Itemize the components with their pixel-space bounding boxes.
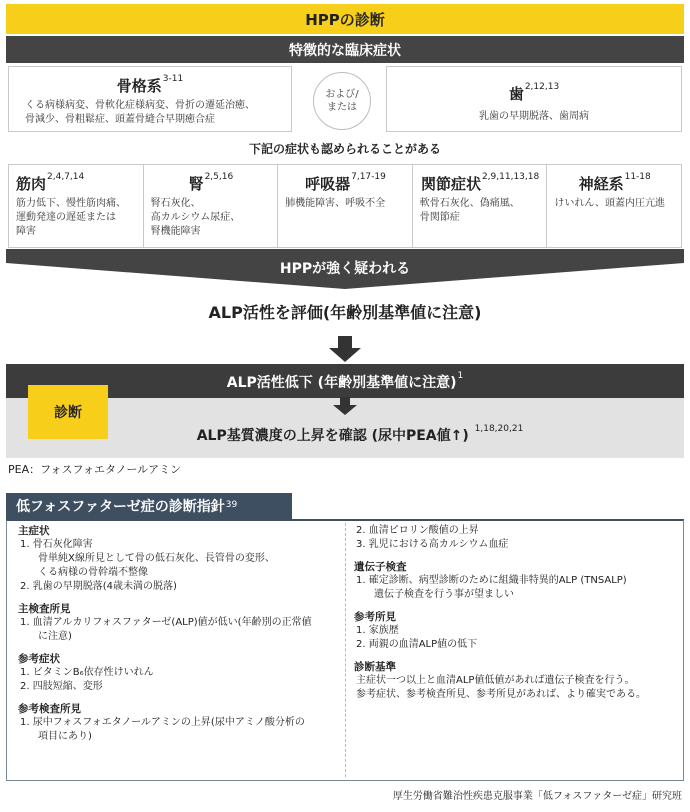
- additional-symptoms-note: 下記の症状も認められることがある: [248, 142, 441, 156]
- nervous-box: 神経系$^{11-18}$ けいれん、頭蓋内圧亢進: [554, 172, 665, 209]
- substrate-confirmation-step: ALP基質濃度の上昇を確認 (尿中PEA値↑) $^{1,18,20,21}$: [196, 424, 524, 444]
- teeth-box: [386, 66, 682, 132]
- and-or-circle: および/ または: [313, 72, 371, 130]
- section-heading: 参考検査所見: [18, 703, 81, 715]
- down-arrow-icon: [329, 336, 361, 362]
- muscle-box: 筋肉$^{2,4,7,14}$ 筋力低下、慢性筋肉痛、 運動発達の遅延または 障害: [9, 165, 144, 247]
- clinical-symptoms-header: 特徴的な臨床症状: [6, 36, 684, 63]
- section-heading: 参考所見: [354, 611, 396, 623]
- section-heading: 診断基準: [354, 661, 396, 673]
- guideline-left-column: 主症状 1. 骨石灰化障害 骨単純X線所見として骨の低石灰化、長管骨の変形、 くる病様の骨幹端不整像 2. 乳歯の早期脱落(4歳未満の脱落) 主検査所見 1. 血清アルカリフォスファターゼ(ALP)値が低い(年齢別の正常値 に注意) 参考症状 1. ビタミンB₆依存性けいれん 2. 四肢短縮、変形 参考検査所見 1. 尿中フォスフォエタノールアミンの上昇(尿中アミノ酸分析の 項目にあり): [18, 524, 338, 744]
- joint-box: 関節症状$^{2,9,11,13,18}$ 軟骨石灰化、偽痛風、 骨関節症: [413, 165, 548, 247]
- respiratory-box: 呼吸器$^{7,17-19}$ 肺機能障害、呼吸不全: [278, 165, 413, 247]
- strong-suspicion-label: HPPが強く疑われる: [279, 261, 411, 277]
- teeth-heading: 歯$^{2,12,13}$: [508, 82, 560, 103]
- section-heading: 参考症状: [18, 653, 60, 665]
- diagram-title: HPPの診断: [6, 4, 684, 34]
- section-heading: 主検査所見: [18, 603, 71, 615]
- section-heading: 主症状: [18, 525, 50, 537]
- additional-symptom-boxes: [8, 164, 682, 248]
- guideline-title: 低フォスファターゼ症の診断指針 $^{39}$: [6, 493, 292, 519]
- teeth-text: 乳歯の早期脱落、歯周病: [479, 111, 589, 122]
- skeletal-box: [8, 66, 292, 132]
- guideline-right-column: 2. 血清ピロリン酸値の上昇 3. 乳児における高カルシウム血症 遺伝子検査 1. 確定診断、病型診断のために組織非特異的ALP (TNSALP) 遺伝子検査を行う事が望ましい 参考所見 1. 家族歴 2. 両親の血清ALP値の低下 診断基準 主症状一つ以上と血清ALP値低値があれば遺伝子検査を行う。 参考症状、参考検査所見、参考所見があれば、より確実である。: [354, 524, 674, 702]
- pea-abbreviation-note: PEA：フォスフォエタノールアミン: [8, 463, 182, 476]
- diagnosis-label: 診断: [28, 385, 108, 439]
- kidney-box: 腎$^{2,5,16}$ 腎石灰化、 高カルシウム尿症、 腎機能障害: [144, 165, 279, 247]
- source-credit: 厚生労働省難治性疾患克服事業「低フォスファターゼ症」研究班: [392, 791, 682, 802]
- down-arrow-icon: [333, 397, 357, 415]
- skeletal-text: くる病様病変、骨軟化症様病変、骨折の遷延治癒、 骨減少、骨粗鬆症、頭蓋骨縫合早期癒合症: [25, 100, 255, 125]
- section-heading: 遺伝子検査: [354, 561, 407, 573]
- alp-low-label: ALP活性低下 (年齢別基準値に注意)$^1$: [226, 371, 464, 391]
- skeletal-heading: 骨格系$^{3-11}$: [116, 74, 184, 95]
- alp-evaluation-step: ALP活性を評価(年齢別基準値に注意): [208, 303, 482, 322]
- guideline-divider: [345, 523, 346, 777]
